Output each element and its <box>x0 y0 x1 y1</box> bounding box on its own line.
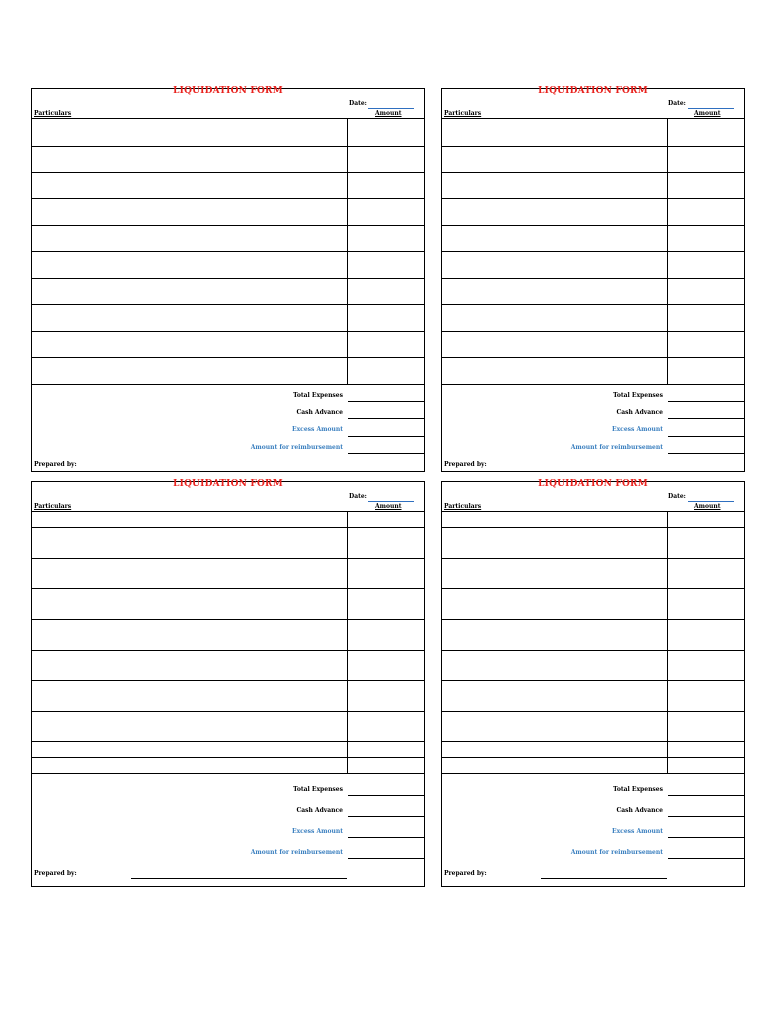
row-line[interactable] <box>32 146 424 147</box>
date-field[interactable] <box>368 108 414 109</box>
reimbursement-field[interactable] <box>668 453 744 454</box>
row-line[interactable] <box>442 527 744 528</box>
row-line[interactable] <box>32 225 424 226</box>
amount-header: Amount <box>375 503 402 510</box>
row-line[interactable] <box>442 650 744 651</box>
row-line[interactable] <box>32 331 424 332</box>
row-line[interactable] <box>442 172 744 173</box>
row-line[interactable] <box>32 251 424 252</box>
cash-advance-label: Cash Advance <box>296 409 343 416</box>
prepared-by-label: Prepared by: <box>34 870 77 877</box>
excess-amount-field[interactable] <box>668 436 744 437</box>
amount-header: Amount <box>694 110 721 117</box>
form-title: LIQUIDATION FORM <box>538 479 648 489</box>
row-line[interactable] <box>32 680 424 681</box>
row-line[interactable] <box>442 278 744 279</box>
row-line[interactable] <box>442 558 744 559</box>
excess-amount-label: Excess Amount <box>292 426 343 433</box>
liquidation-form-3 <box>31 481 425 887</box>
row-line[interactable] <box>442 251 744 252</box>
excess-amount-field[interactable] <box>348 837 424 838</box>
row-line[interactable] <box>32 384 424 385</box>
row-line[interactable] <box>32 711 424 712</box>
reimbursement-field[interactable] <box>668 858 744 859</box>
particulars-header: Particulars <box>444 503 482 510</box>
row-line[interactable] <box>442 146 744 147</box>
liquidation-form-1 <box>31 88 425 472</box>
cash-advance-field[interactable] <box>348 418 424 419</box>
row-line[interactable] <box>442 588 744 589</box>
row-line[interactable] <box>442 384 744 385</box>
date-field[interactable] <box>688 108 734 109</box>
form-title: LIQUIDATION FORM <box>173 479 283 489</box>
row-line[interactable] <box>442 741 744 742</box>
total-expenses-field[interactable] <box>348 795 424 796</box>
form-title: LIQUIDATION FORM <box>538 86 648 96</box>
reimbursement-label: Amount for reimbursement <box>250 444 343 451</box>
row-line[interactable] <box>32 304 424 305</box>
total-expenses-field[interactable] <box>348 401 424 402</box>
reimbursement-label: Amount for reimbursement <box>250 849 343 856</box>
amount-header: Amount <box>375 110 402 117</box>
excess-amount-label: Excess Amount <box>612 426 663 433</box>
row-line[interactable] <box>442 680 744 681</box>
date-field[interactable] <box>368 501 414 502</box>
total-expenses-label: Total Expenses <box>613 392 663 399</box>
row-line[interactable] <box>442 773 744 774</box>
total-expenses-field[interactable] <box>668 401 744 402</box>
liquidation-form-4 <box>441 481 745 887</box>
reimbursement-label: Amount for reimbursement <box>570 849 663 856</box>
row-line[interactable] <box>442 357 744 358</box>
row-line[interactable] <box>32 588 424 589</box>
header-separator <box>442 511 744 512</box>
reimbursement-field[interactable] <box>348 453 424 454</box>
row-line[interactable] <box>442 225 744 226</box>
excess-amount-field[interactable] <box>668 837 744 838</box>
amount-column-divider <box>347 511 348 773</box>
reimbursement-label: Amount for reimbursement <box>570 444 663 451</box>
date-label: Date: <box>349 100 367 107</box>
particulars-header: Particulars <box>34 110 72 117</box>
row-line[interactable] <box>32 757 424 758</box>
row-line[interactable] <box>32 278 424 279</box>
row-line[interactable] <box>32 198 424 199</box>
header-separator <box>32 511 424 512</box>
date-label: Date: <box>349 493 367 500</box>
particulars-header: Particulars <box>34 503 72 510</box>
row-line[interactable] <box>442 757 744 758</box>
date-label: Date: <box>668 493 686 500</box>
reimbursement-field[interactable] <box>348 858 424 859</box>
liquidation-form-2 <box>441 88 745 472</box>
cash-advance-label: Cash Advance <box>296 807 343 814</box>
row-line[interactable] <box>32 650 424 651</box>
row-line[interactable] <box>32 527 424 528</box>
total-expenses-field[interactable] <box>668 795 744 796</box>
row-line[interactable] <box>32 773 424 774</box>
excess-amount-label: Excess Amount <box>612 828 663 835</box>
amount-header: Amount <box>694 503 721 510</box>
prepared-by-field[interactable] <box>541 878 667 879</box>
prepared-by-label: Prepared by: <box>444 870 487 877</box>
row-line[interactable] <box>442 304 744 305</box>
row-line[interactable] <box>442 198 744 199</box>
cash-advance-field[interactable] <box>348 816 424 817</box>
cash-advance-label: Cash Advance <box>616 409 663 416</box>
prepared-by-label: Prepared by: <box>444 461 487 468</box>
date-label: Date: <box>668 100 686 107</box>
row-line[interactable] <box>32 357 424 358</box>
excess-amount-field[interactable] <box>348 436 424 437</box>
excess-amount-label: Excess Amount <box>292 828 343 835</box>
prepared-by-field[interactable] <box>131 878 347 879</box>
date-field[interactable] <box>688 501 734 502</box>
cash-advance-field[interactable] <box>668 816 744 817</box>
total-expenses-label: Total Expenses <box>293 786 343 793</box>
cash-advance-field[interactable] <box>668 418 744 419</box>
amount-column-divider <box>667 511 668 773</box>
row-line[interactable] <box>32 741 424 742</box>
row-line[interactable] <box>32 619 424 620</box>
total-expenses-label: Total Expenses <box>613 786 663 793</box>
row-line[interactable] <box>32 558 424 559</box>
prepared-by-label: Prepared by: <box>34 461 77 468</box>
header-separator <box>442 118 744 119</box>
row-line[interactable] <box>442 711 744 712</box>
total-expenses-label: Total Expenses <box>293 392 343 399</box>
header-separator <box>32 118 424 119</box>
cash-advance-label: Cash Advance <box>616 807 663 814</box>
row-line[interactable] <box>32 172 424 173</box>
form-title: LIQUIDATION FORM <box>173 86 283 96</box>
particulars-header: Particulars <box>444 110 482 117</box>
row-line[interactable] <box>442 331 744 332</box>
row-line[interactable] <box>442 619 744 620</box>
